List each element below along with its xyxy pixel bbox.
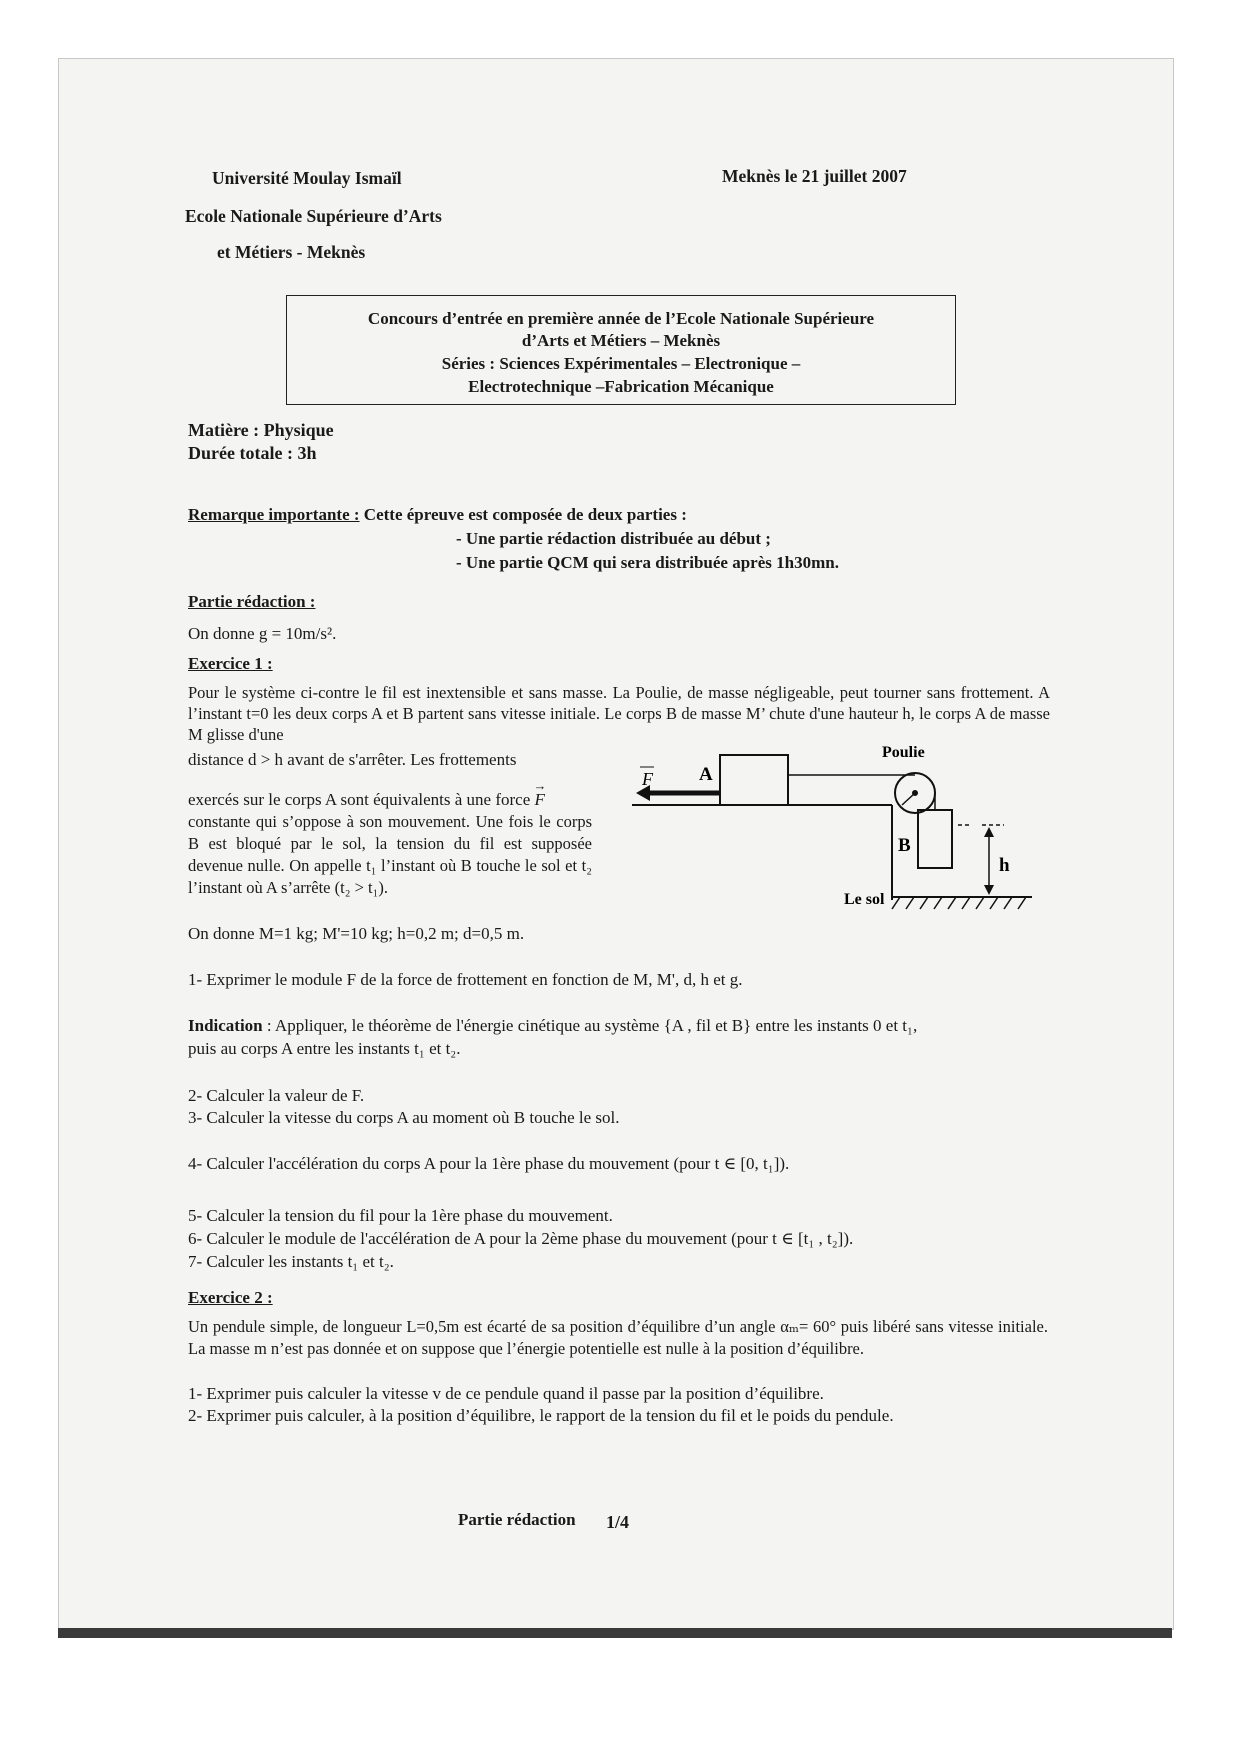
ex1-question-3: 3- Calculer la vitesse du corps A au moment où B touche le sol. (188, 1108, 620, 1127)
ex1-paragraph-1: Pour le système ci-contre le fil est inextensible et sans masse. La Poulie, de masse négligeable, peut tourner sans frottement. A l’instant t=0 les deux corps A et B partent sans vitesse initiale. Le corps B de masse M’ chute d'une hauteur h, le corps A de masse M glisse d'une (188, 683, 1050, 744)
subject-label: Matière : Physique (188, 420, 334, 440)
ex2-paragraph: Un pendule simple, de longueur L=0,5m est écarté de sa position d’équilibre d’un angle αₘ= 60° puis libéré sans vitesse initiale. La masse m n’est pas donnée et on suppose que l’énergie potentielle est nulle à la position d’équilibre. (188, 1317, 1048, 1358)
body-a-label: A (699, 764, 713, 785)
ex1-question-7: 7- Calculer les instants t₁ et t₂. (188, 1252, 394, 1271)
ex2-question-1: 1- Exprimer puis calculer la vitesse v de ce pendule quand il passe par la position d’équilibre. (188, 1384, 824, 1403)
ex1-given-values: On donne M=1 kg; M'=10 kg; h=0,2 m; d=0,5 m. (188, 924, 525, 943)
title-line-3: Séries : Sciences Expérimentales – Electronique – (441, 354, 801, 373)
ex1-question-4: 4- Calculer l'accélération du corps A pour la 1ère phase du mouvement (pour t ∈ [0, t₁]). (188, 1154, 790, 1173)
remark-text: Cette épreuve est composée de deux parties : (359, 505, 687, 524)
place-date: Meknès le 21 juillet 2007 (722, 166, 907, 186)
body-b-label: B (898, 835, 911, 856)
school-name-line2: et Métiers - Meknès (217, 242, 366, 262)
ex1-question-1: 1- Exprimer le module F de la force de frottement en fonction de M, M', d, h et g. (188, 970, 743, 989)
ex1-indication-2: puis au corps A entre les instants t₁ et t₂. (188, 1039, 461, 1058)
part-title: Partie rédaction : (188, 592, 316, 611)
height-label: h (999, 855, 1010, 876)
title-line-4: Electrotechnique –Fabrication Mécanique (468, 377, 774, 396)
exercise-1-title: Exercice 1 : (188, 654, 273, 673)
ex1-question-6: 6- Calculer le module de l'accélération de A pour la 2ème phase du mouvement (pour t ∈ [t₁ , t₂]). (188, 1229, 854, 1248)
ex2-question-2: 2- Exprimer puis calculer, à la position d’équilibre, le rapport de la tension du fil et le poids du pendule. (188, 1406, 894, 1425)
indication-label: Indication (188, 1016, 263, 1035)
page-number: 1/4 (606, 1512, 630, 1532)
indication-text: : Appliquer, le théorème de l'énergie cinétique au système {A , fil et B} entre les instants 0 et t₁, (262, 1016, 918, 1035)
title-line-1: Concours d’entrée en première année de l’Ecole Nationale Supérieure (367, 309, 875, 328)
duration-label: Durée totale : 3h (188, 443, 317, 463)
height-arrow-up (984, 827, 994, 837)
body-b (918, 810, 952, 868)
ex1-indication (188, 1016, 917, 1036)
given-g: On donne g = 10m/s². (188, 624, 337, 643)
force-symbol: → F (535, 790, 545, 810)
scan-edge (58, 1628, 1172, 1638)
exam-title-box (286, 295, 956, 405)
exercise-2-title: Exercice 2 : (188, 1288, 273, 1307)
ex1-paragraph-3a (188, 790, 545, 810)
ex1-paragraph-3b: constante qui s’oppose à son mouvement. Une fois le corps B est bloqué par le sol, la tension du fil est supposée devenue nulle. On appelle t₁ l’instant où B touche le sol et t₂ l’instant où A s’arrête (t₂ > t₁). (188, 812, 592, 897)
ground-hatching (892, 897, 1026, 909)
title-line-2: d’Arts et Métiers – Meknès (521, 331, 721, 350)
ex1-question-2: 2- Calculer la valeur de F. (188, 1086, 365, 1105)
pulley-label: Poulie (882, 745, 925, 761)
remark-label: Remarque importante : (188, 505, 360, 524)
body-a (720, 755, 788, 805)
ex1-paragraph-3a-text: exercés sur le corps A sont équivalents à une force (188, 790, 531, 809)
pulley-system-diagram (632, 745, 1032, 920)
school-name-line1: Ecole Nationale Supérieure d’Arts (185, 206, 442, 226)
ground-label: Le sol (844, 891, 885, 908)
ex1-question-5: 5- Calculer la tension du fil pour la 1ère phase du mouvement. (188, 1206, 613, 1225)
remark-line (188, 505, 687, 525)
pulley-support (902, 793, 915, 805)
remark-item-1: - Une partie rédaction distribuée au début ; (456, 529, 771, 548)
footer-label: Partie rédaction (458, 1510, 576, 1529)
university-name: Université Moulay Ismaïl (212, 168, 402, 188)
height-arrow-down (984, 885, 994, 895)
ex1-paragraph-2: distance d > h avant de s'arrêter. Les frottements (188, 750, 517, 769)
diagram-force-label: F (642, 769, 653, 789)
remark-item-2: - Une partie QCM qui sera distribuée après 1h30mn. (456, 553, 839, 572)
